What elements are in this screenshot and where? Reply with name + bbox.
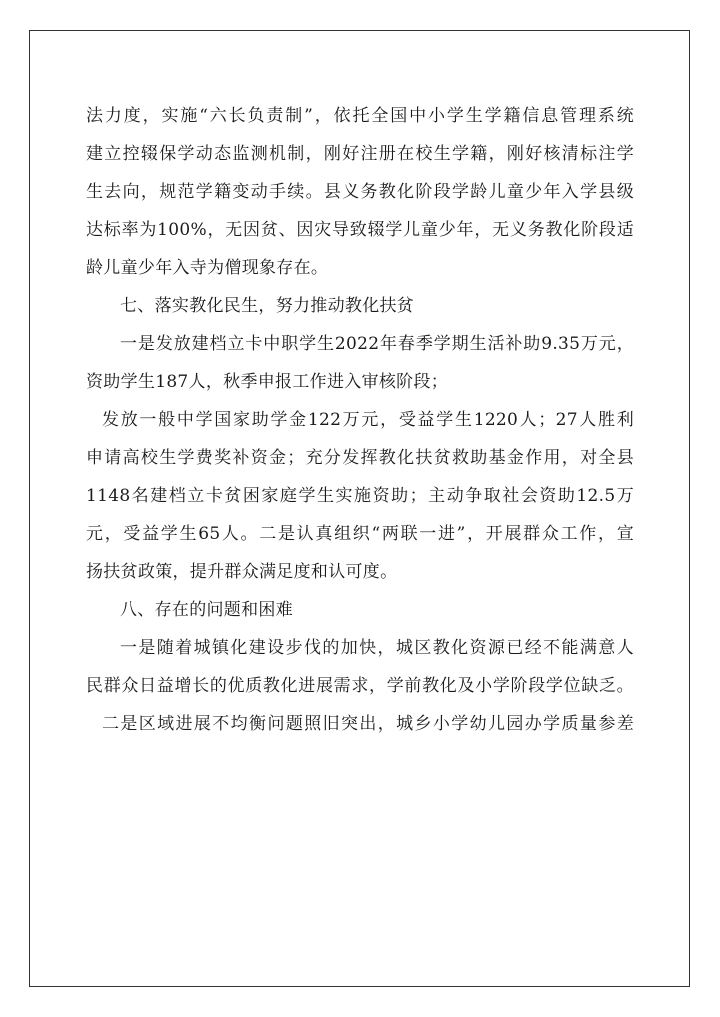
text-line: 民群众日益增长的优质教化进展需求，学前教化及小学阶段学位缺乏。 [86,676,634,696]
text-line: 申请高校生学费奖补资金；充分发挥教化扶贫救助基金作用，对全县 [86,448,634,468]
text-line: 扬扶贫政策，提升群众满足度和认可度。 [86,562,398,582]
text-line: 1148名建档立卡贫困家庭学生实施资助；主动争取社会资助12.5万 [86,486,634,506]
text-line: 元，受益学生65人。二是认真组织“两联一进”，开展群众工作，宣 [86,524,634,544]
text-line: 建立控辍保学动态监测机制，刚好注册在校生学籍，刚好核清标注学 [86,144,634,164]
text-line: 一是发放建档立卡中职学生2022年春季学期生活补助9.35万元， [120,334,634,354]
text-line: 二是区域进展不均衡问题照旧突出，城乡小学幼儿园办学质量参差 [102,714,634,734]
section-heading: 八、存在的问题和困难 [120,600,293,620]
text-line: 龄儿童少年入寺为僧现象存在。 [86,258,329,278]
text-line: 法力度，实施“六长负责制”，依托全国中小学生学籍信息管理系统 [86,106,634,126]
text-line: 资助学生187人，秋季申报工作进入审核阶段； [86,372,449,392]
section-heading: 七、落实教化民生，努力推动教化扶贫 [120,296,415,316]
text-line: 发放一般中学国家助学金122万元，受益学生1220人；27人胜利 [102,410,634,430]
text-line: 一是随着城镇化建设步伐的加快，城区教化资源已经不能满意人 [120,638,634,658]
document-body [86,97,634,743]
text-line: 达标率为100%，无因贫、因灾导致辍学儿童少年，无义务教化阶段适 [86,220,634,240]
text-line: 生去向，规范学籍变动手续。县义务教化阶段学龄儿童少年入学县级 [86,182,634,202]
